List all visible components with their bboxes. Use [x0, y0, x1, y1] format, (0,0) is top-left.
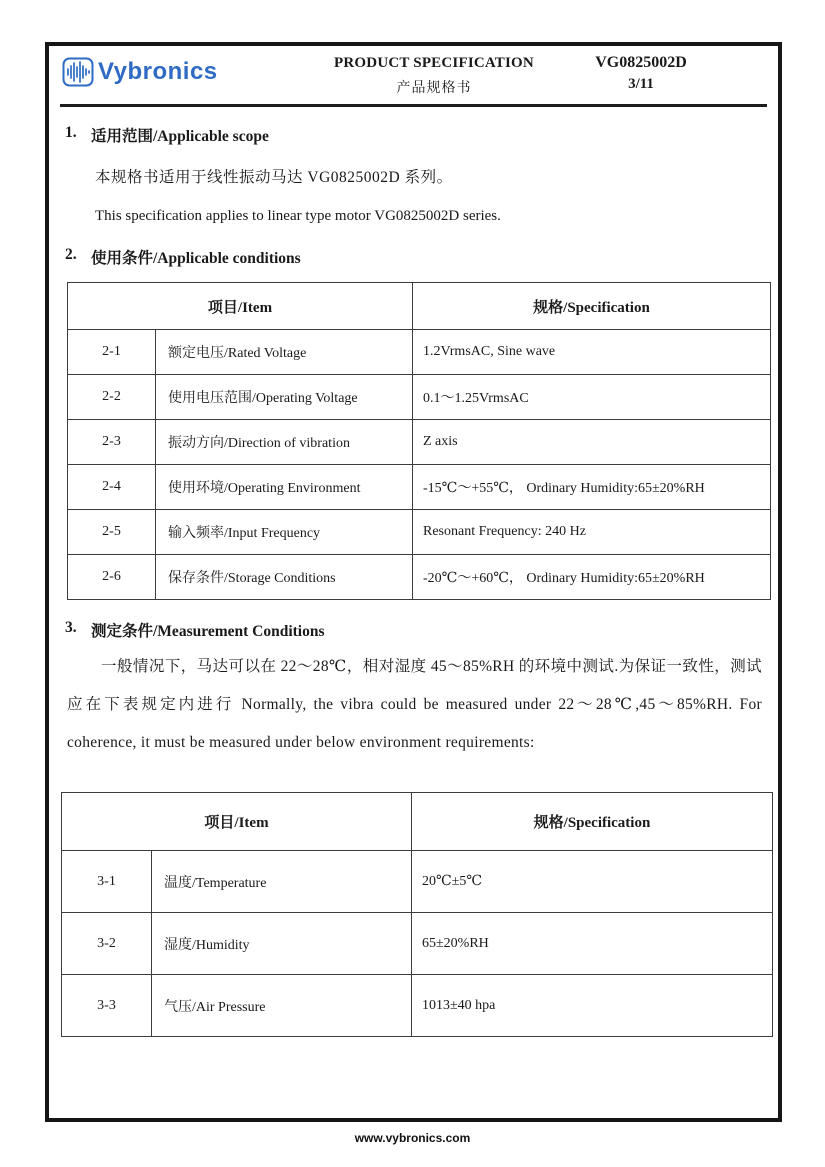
column-header-spec: 规格/Specification	[413, 283, 771, 330]
row-item: 使用电压范围/Operating Voltage	[156, 375, 413, 420]
table-row	[62, 851, 773, 913]
document-number: VG0825002D	[595, 54, 687, 71]
section-2-number: 2.	[65, 246, 77, 263]
footer-url: www.vybronics.com	[354, 1131, 471, 1145]
vybronics-logo	[62, 57, 218, 87]
section-2-heading	[65, 246, 764, 268]
page-header	[49, 46, 778, 104]
row-no: 2-3	[68, 420, 156, 465]
header-doc-block	[546, 54, 736, 93]
section-3-paragraph: 一般情况下，马达可以在 22～28℃，相对湿度 45～85%RH 的环境中测试.为保证一致性，测试应在下表规定内进行 Normally, the vibra could be measured under 22～28℃,45～85%RH. For coherence, it must be measured under below environment requirements:	[67, 658, 762, 751]
table-row	[68, 465, 771, 510]
section-1-number: 1.	[65, 124, 77, 141]
document-page-frame	[45, 42, 782, 1122]
table-row	[68, 420, 771, 465]
section-1-text-en: This specification applies to linear type motor VG0825002D series.	[95, 208, 501, 224]
row-spec: Resonant Frequency: 240 Hz	[413, 510, 771, 555]
column-header-spec: 规格/Specification	[412, 793, 773, 851]
section-1-heading	[65, 124, 764, 146]
row-spec: -15℃～+55℃， Ordinary Humidity:65±20%RH	[413, 465, 771, 510]
row-spec: 65±20%RH	[412, 913, 773, 975]
row-no: 3-2	[62, 913, 152, 975]
table-row	[62, 975, 773, 1037]
column-header-item: 项目/Item	[68, 283, 413, 330]
document-title-cn: 产品规格书	[396, 81, 472, 96]
row-item: 输入频率/Input Frequency	[156, 510, 413, 555]
row-no: 3-1	[62, 851, 152, 913]
table-row	[62, 913, 773, 975]
document-title-en: PRODUCT SPECIFICATION	[334, 55, 534, 71]
applicable-conditions-table	[67, 282, 771, 600]
section-1-title: 适用范围/Applicable scope	[91, 128, 269, 145]
section-1-text-cn: 本规格书适用于线性振动马达 VG0825002D 系列。	[95, 169, 453, 186]
row-spec: 0.1～1.25VrmsAC	[413, 375, 771, 420]
row-item: 保存条件/Storage Conditions	[156, 555, 413, 600]
column-header-item: 项目/Item	[62, 793, 412, 851]
row-spec: 20℃±5℃	[412, 851, 773, 913]
row-no: 3-3	[62, 975, 152, 1037]
header-divider	[60, 104, 767, 107]
waveform-logo-icon	[62, 57, 94, 87]
row-no: 2-5	[68, 510, 156, 555]
measurement-conditions-table	[61, 792, 773, 1037]
table-row	[68, 330, 771, 375]
page-number: 3/11	[628, 76, 654, 92]
row-item: 湿度/Humidity	[152, 913, 412, 975]
row-spec: Z axis	[413, 420, 771, 465]
table-header-row	[68, 283, 771, 330]
table-row	[68, 555, 771, 600]
section-3-number: 3.	[65, 619, 77, 636]
row-item: 额定电压/Rated Voltage	[156, 330, 413, 375]
page-content	[49, 124, 778, 1037]
row-item: 使用环境/Operating Environment	[156, 465, 413, 510]
table-row	[68, 510, 771, 555]
row-item: 振动方向/Direction of vibration	[156, 420, 413, 465]
row-item: 温度/Temperature	[152, 851, 412, 913]
row-no: 2-2	[68, 375, 156, 420]
section-2-title: 使用条件/Applicable conditions	[91, 250, 301, 267]
row-spec: -20℃～+60℃， Ordinary Humidity:65±20%RH	[413, 555, 771, 600]
row-no: 2-4	[68, 465, 156, 510]
row-spec: 1013±40 hpa	[412, 975, 773, 1037]
section-3-title: 测定条件/Measurement Conditions	[91, 623, 325, 640]
logo-wordmark: Vybronics	[98, 58, 218, 85]
row-item: 气压/Air Pressure	[152, 975, 412, 1037]
row-no: 2-1	[68, 330, 156, 375]
table-header-row	[62, 793, 773, 851]
section-3-heading	[65, 619, 764, 641]
row-no: 2-6	[68, 555, 156, 600]
row-spec: 1.2VrmsAC, Sine wave	[413, 330, 771, 375]
table-row	[68, 375, 771, 420]
